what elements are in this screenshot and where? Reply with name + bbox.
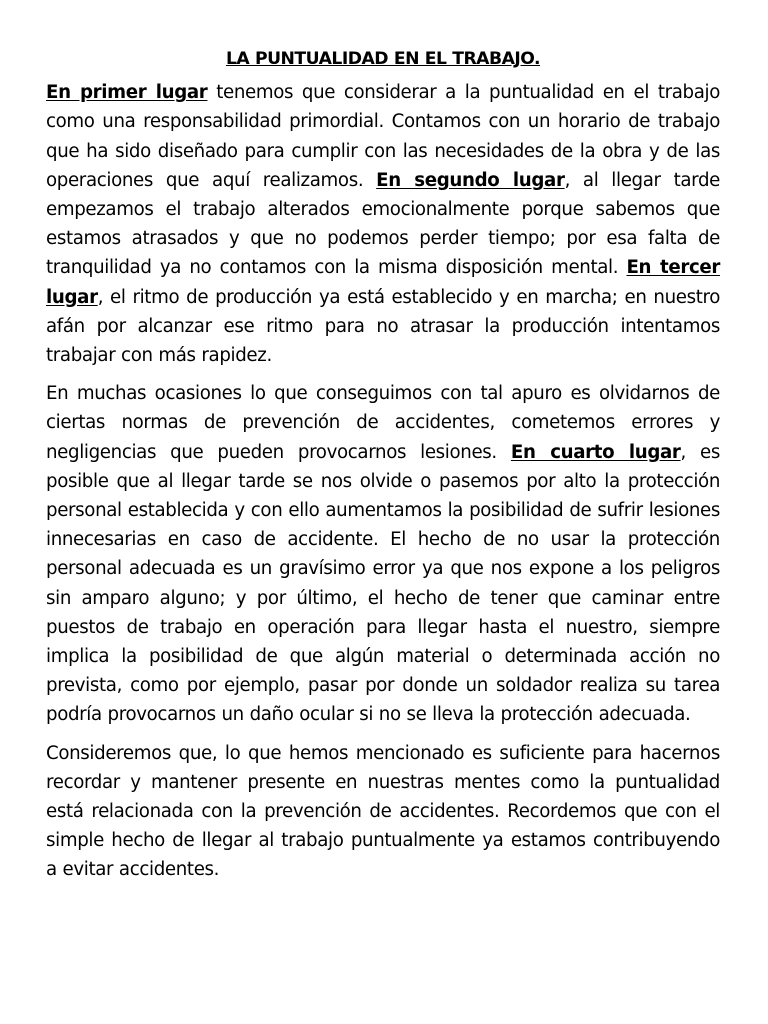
paragraph-3	[46, 739, 720, 885]
document-title: LA PUNTUALIDAD EN EL TRABAJO.	[225, 49, 541, 69]
emphasis-second-place: En segundo lugar	[376, 169, 565, 191]
paragraph-2-text-b: , es posible que al llegar tarde se nos olvide o pasemos por alto la protección personal establecida y con ello aumentamos la posibilidad de sufrir lesiones innecesarias en caso de accidente. El hecho de no usar la protección personal adecuada es un gravísimo error ya que nos expone a los peligros sin amparo alguno; y por último, el hecho de tener que caminar entre puestos de trabajo en operación para llegar hasta el nuestro, siempre implica la posibilidad de que algún material o determinada acción no prevista, como por ejemplo, pasar por donde un soldador realiza su tarea podría provocarnos un daño ocular si no se lleva la protección adecuada.	[46, 441, 720, 726]
emphasis-first-place: En primer lugar	[46, 82, 208, 104]
paragraph-2	[46, 379, 720, 729]
emphasis-fourth-place: En cuarto lugar	[510, 441, 681, 463]
paragraph-2-text-a: En muchas ocasiones lo que conseguimos con tal apuro es olvidarnos de ciertas normas de prevención de accidentes, cometemos errores y negligencias que pueden provocarnos lesiones.	[46, 383, 720, 463]
paragraph-1-text-b: , al llegar tarde empezamos el trabajo alterados emocionalmente porque sabemos que estamos atrasados y que no podemos perder tiempo; por esa falta de tranquilidad ya no contamos con la misma disposición mental.	[46, 169, 720, 279]
paragraph-1	[46, 78, 720, 370]
paragraph-1-text-c: , el ritmo de producción ya está establecido y en marcha; en nuestro afán por alcanzar ese ritmo para no atrasar la producción intentamos trabajar con más rapidez.	[46, 286, 720, 367]
paragraph-3-text: Consideremos que, lo que hemos mencionado es suficiente para hacernos recordar y mantener presente en nuestras mentes como la puntualidad está relacionada con la prevención de accidentes. Recordemos que con el simple hecho de llegar al trabajo puntualmente ya estamos contribuyendo a evitar accidentes.	[46, 742, 720, 881]
paragraph-1-text-a: tenemos que considerar a la puntualidad en el trabajo como una responsabilidad primordial. Contamos con un horario de trabajo que ha sido diseñado para cumplir con las necesidades de la obra y de las operaciones que aquí realizamos.	[46, 82, 721, 191]
emphasis-third-place: En tercer lugar	[46, 257, 720, 308]
document-page	[46, 45, 720, 885]
